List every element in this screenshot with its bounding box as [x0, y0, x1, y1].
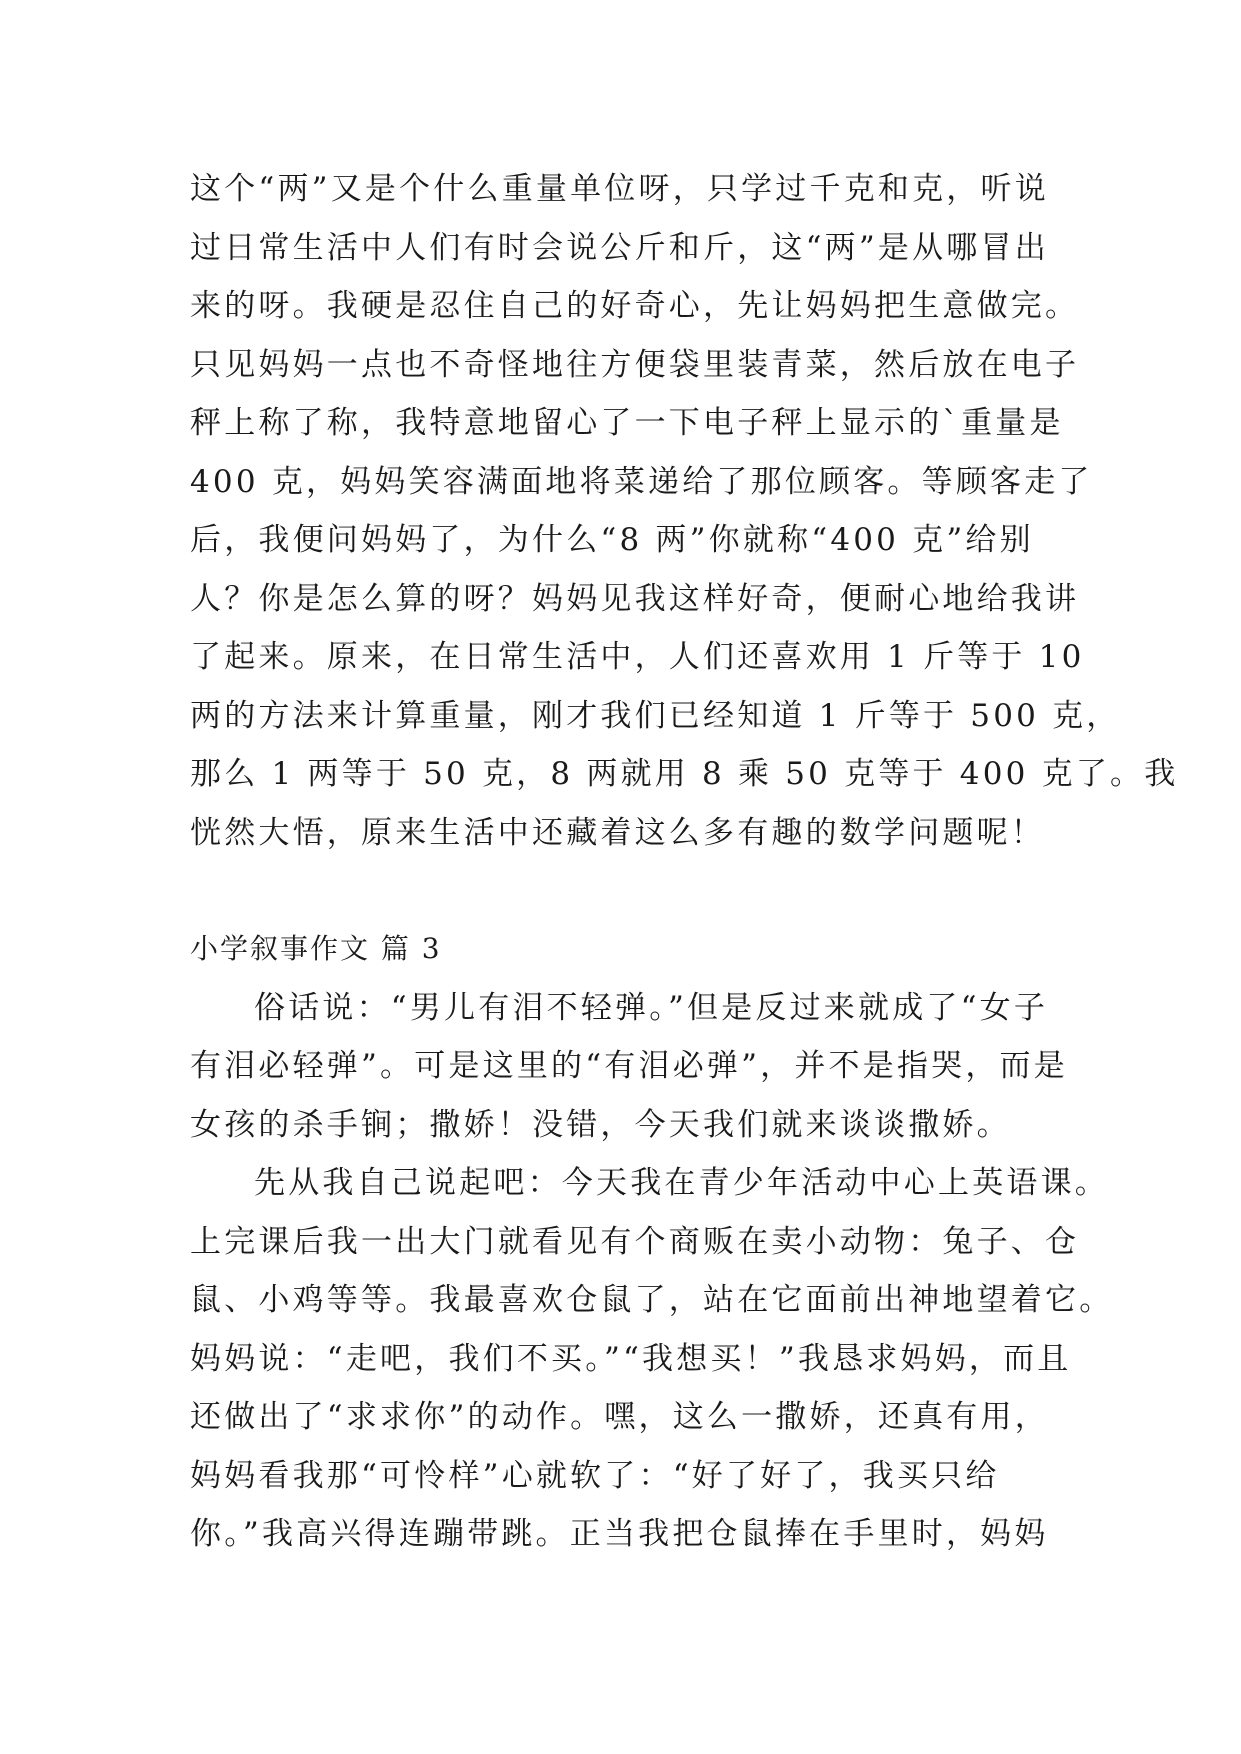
text-line: 妈妈说：“走吧，我们不买。”“我想买！”我恳求妈妈，而且: [190, 1340, 1072, 1377]
text-line: 恍然大悟，原来生活中还藏着这么多有趣的数学问题呢！: [190, 814, 1045, 851]
text-line: 来的呀。我硬是忍住自己的好奇心，先让妈妈把生意做完。: [190, 288, 1080, 324]
text-line: 上完课后我一出大门就看见有个商贩在卖小动物：兔子、仓: [190, 1223, 1080, 1260]
text-line: 你。”我高兴得连蹦带跳。正当我把仓鼠捧在手里时，妈妈: [190, 1516, 1049, 1552]
continued-paragraph: [190, 160, 1179, 862]
document-page: [190, 160, 1179, 1564]
text-line: 有泪必轻弹”。可是这里的“有泪必弹”，并不是指哭，而是: [190, 1048, 1068, 1084]
text-line: 那么 1 两等于 50 克，8 两就用 8 乘 50 克等于 400 克了。我: [190, 756, 1179, 792]
text-line: 妈妈看我那“可怜样”心就软了：“好了好了，我买只给: [190, 1457, 1000, 1494]
text-line: 人？你是怎么算的呀？妈妈见我这样好奇，便耐心地给我讲: [190, 580, 1080, 617]
text-line: 俗话说：“男儿有泪不轻弹。”但是反过来就成了“女子: [254, 989, 1049, 1026]
text-line: 女孩的杀手锏；撒娇！没错，今天我们就来谈谈撒娇。: [190, 1106, 1011, 1143]
text-line: 只见妈妈一点也不奇怪地往方便袋里装青菜，然后放在电子: [190, 346, 1080, 383]
text-line: 后，我便问妈妈了，为什么“8 两”你就称“400 克”给别: [190, 522, 1034, 558]
section-heading: 小学叙事作文 篇 3: [190, 932, 442, 965]
text-line: 400 克，妈妈笑容满面地将菜递给了那位顾客。等顾客走了: [190, 463, 1093, 500]
text-line: 这个“两”又是个什么重量单位呀，只学过千克和克，听说: [190, 171, 1049, 207]
paragraph-1: [190, 979, 1070, 1155]
text-line: 过日常生活中人们有时会说公斤和斤，这“两”是从哪冒出: [190, 229, 1049, 266]
text-line: 两的方法来计算重量，刚才我们已经知道 1 斤等于 500 克，: [190, 697, 1121, 734]
text-line: 了起来。原来，在日常生活中，人们还喜欢用 1 斤等于 10: [190, 639, 1085, 675]
text-line: 秤上称了称，我特意地留心了一下电子秤上显示的`重量是: [190, 405, 1064, 441]
paragraph-2: [190, 1154, 1114, 1564]
text-line: 鼠、小鸡等等。我最喜欢仓鼠了，站在它面前出神地望着它。: [190, 1282, 1114, 1318]
text-line: 先从我自己说起吧：今天我在青少年活动中心上英语课。: [254, 1165, 1109, 1201]
text-line: 还做出了“求求你”的动作。嘿，这么一撒娇，还真有用，: [190, 1399, 1049, 1435]
